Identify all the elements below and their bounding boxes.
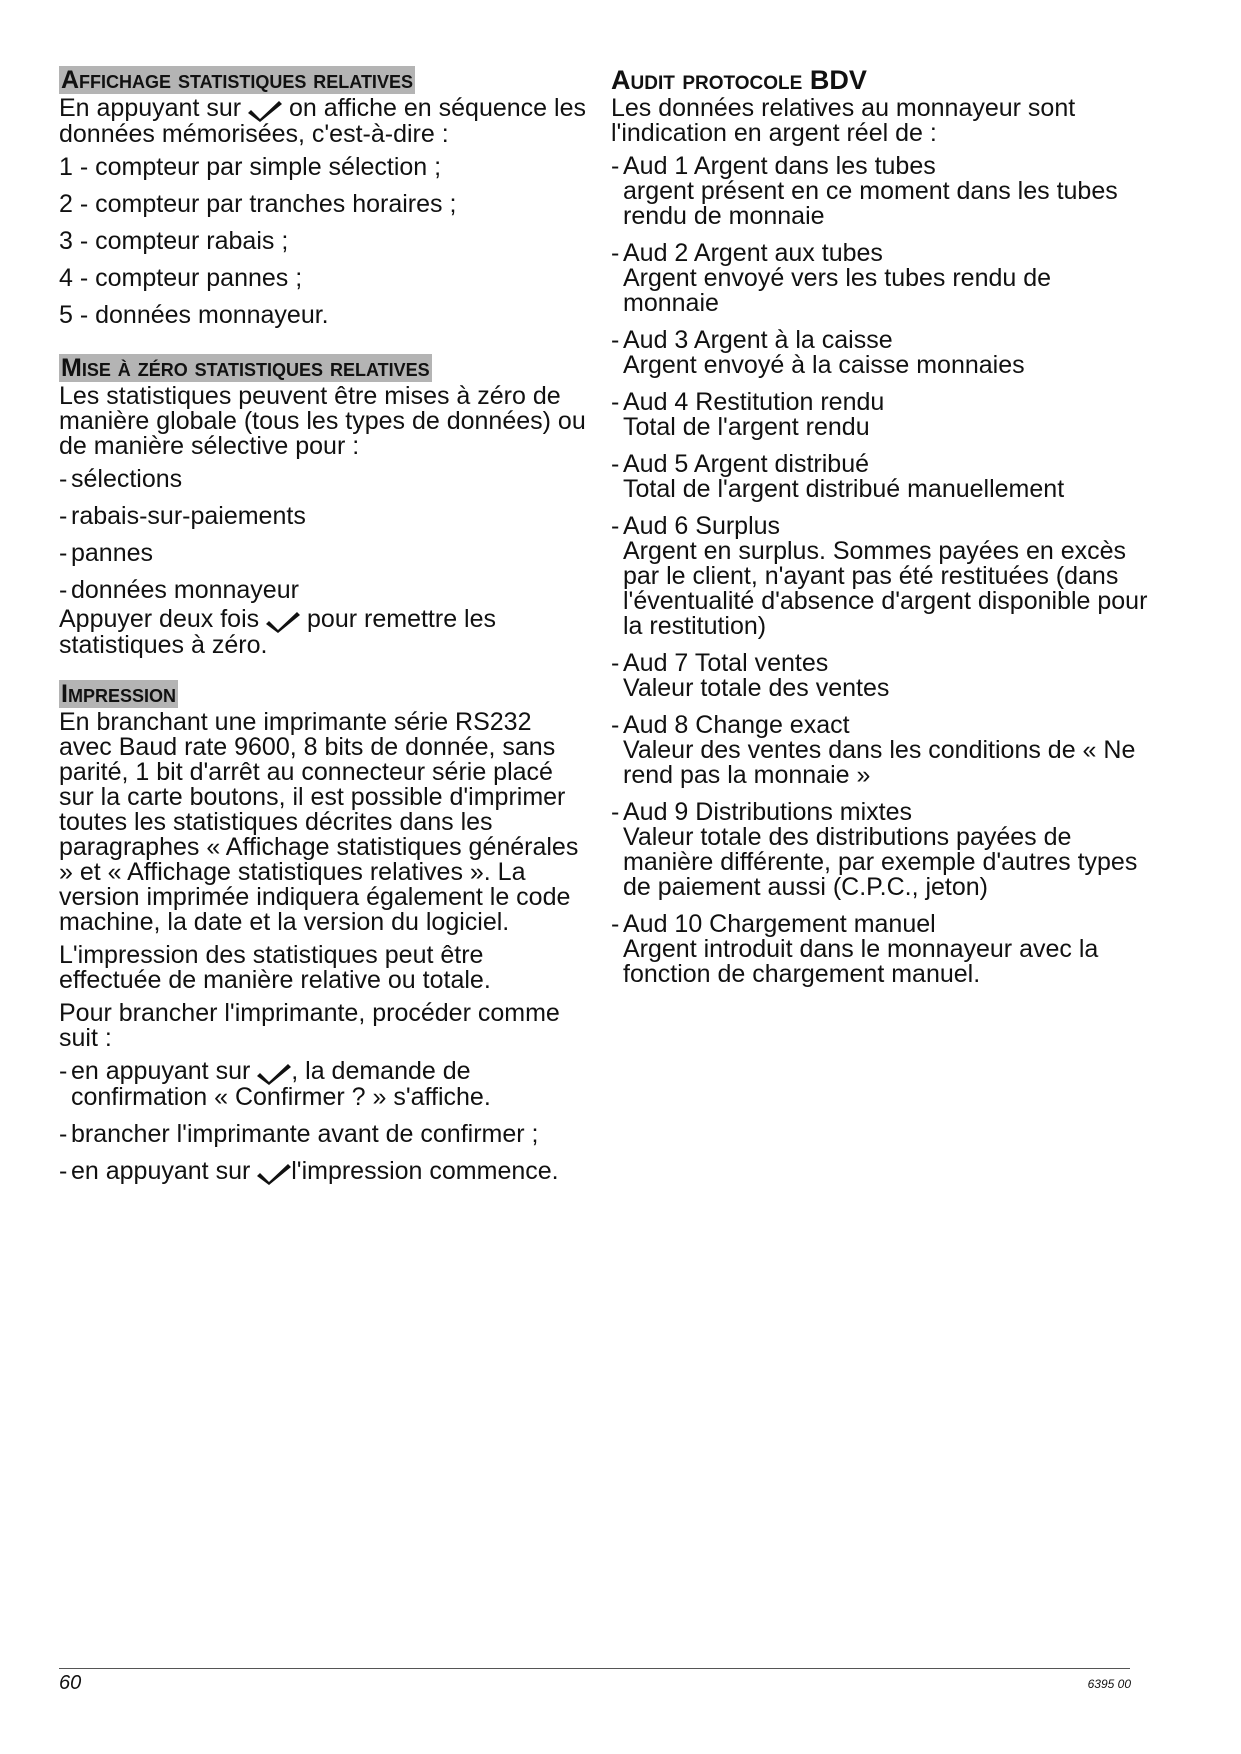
paragraph: L'impression des statistiques peut être effectuée de manière relative ou totale. xyxy=(59,941,491,994)
section-mise-a-zero xyxy=(59,354,589,658)
check-icon xyxy=(257,1061,291,1085)
list-item: - sélections xyxy=(59,467,589,492)
audit-item-title: - Aud 1 Argent dans les tubes xyxy=(623,152,936,180)
audit-item xyxy=(611,514,1151,639)
audit-item xyxy=(611,800,1151,900)
list-item: - en appuyant sur , la demande de confirmation « Confirmer ? » s'affiche. xyxy=(59,1059,589,1110)
intro-paragraph: En appuyant sur on affiche en séquence les données mémorisées, c'est-à-dire : xyxy=(59,94,586,148)
audit-item-title: - Aud 3 Argent à la caisse xyxy=(623,326,893,354)
check-icon xyxy=(266,609,300,633)
audit-item-title: - Aud 5 Argent distribué xyxy=(623,450,869,478)
section-impression xyxy=(59,680,589,1185)
audit-item-title: - Aud 7 Total ventes xyxy=(623,649,829,677)
check-icon xyxy=(257,1161,291,1185)
audit-item xyxy=(611,651,1151,701)
footer-divider xyxy=(59,1668,1130,1669)
left-column xyxy=(59,66,589,1197)
audit-item-title: - Aud 2 Argent aux tubes xyxy=(623,239,883,267)
audit-item-desc: Valeur totale des ventes xyxy=(623,674,890,702)
audit-item-title: - Aud 10 Chargement manuel xyxy=(623,910,936,938)
list-item: - pannes xyxy=(59,541,589,566)
audit-item-desc: Total de l'argent rendu xyxy=(623,413,870,441)
audit-item xyxy=(611,241,1151,316)
section-heading: Mise à zéro statistiques relatives xyxy=(61,354,430,382)
list-item: 1 - compteur par simple sélection ; xyxy=(59,153,442,181)
section-affichage xyxy=(59,66,589,328)
audit-item-desc: Argent en surplus. Sommes payées en excès par le client, n'ayant pas été restituées (dans l'éventualité d'absence d'argent disponible pour la restitution) xyxy=(623,537,1148,640)
audit-item-desc: Argent introduit dans le monnayeur avec la fonction de chargement manuel. xyxy=(623,935,1099,988)
audit-item xyxy=(611,328,1151,378)
audit-item xyxy=(611,390,1151,440)
intro-paragraph: Les statistiques peuvent être mises à zéro de manière globale (tous les types de données) ou de manière sélective pour : xyxy=(59,382,586,460)
list-item: 5 - données monnayeur. xyxy=(59,301,329,329)
section-audit xyxy=(611,66,1151,987)
section-heading: Affichage statistiques relatives xyxy=(61,66,413,94)
audit-item-desc: argent présent en ce moment dans les tubes rendu de monnaie xyxy=(623,177,1118,230)
section-heading: Impression xyxy=(61,680,176,708)
audit-item-title: - Aud 6 Surplus xyxy=(623,512,781,540)
audit-item-desc: Total de l'argent distribué manuellement xyxy=(623,475,1065,503)
section-heading: Audit protocole BDV xyxy=(611,65,867,95)
list-item: - données monnayeur xyxy=(59,578,589,603)
outro-paragraph: Appuyer deux fois pour remettre les statistiques à zéro. xyxy=(59,605,496,659)
audit-item-desc: Argent envoyé à la caisse monnaies xyxy=(623,351,1025,379)
intro-paragraph: Les données relatives au monnayeur sont l'indication en argent réel de : xyxy=(611,94,1076,147)
list-item: 4 - compteur pannes ; xyxy=(59,264,303,292)
check-icon xyxy=(248,98,282,122)
list-item: - brancher l'imprimante avant de confirmer ; xyxy=(59,1122,589,1147)
list-item: - rabais-sur-paiements xyxy=(59,504,589,529)
audit-item xyxy=(611,912,1151,987)
document-code: 6395 00 xyxy=(1087,1677,1131,1691)
list-item: 3 - compteur rabais ; xyxy=(59,227,289,255)
list-item: 2 - compteur par tranches horaires ; xyxy=(59,190,457,218)
audit-item-desc: Argent envoyé vers les tubes rendu de monnaie xyxy=(623,264,1052,317)
audit-item-title: - Aud 8 Change exact xyxy=(623,711,850,739)
page-number: 60 xyxy=(59,1672,82,1694)
paragraph: Pour brancher l'imprimante, procéder comme suit : xyxy=(59,999,560,1052)
audit-item-desc: Valeur totale des distributions payées de manière différente, par exemple d'autres types de paiement aussi (C.P.C., jeton) xyxy=(623,823,1138,901)
list-item: - en appuyant sur l'impression commence. xyxy=(59,1159,589,1185)
audit-item-title: - Aud 4 Restitution rendu xyxy=(623,388,885,416)
audit-item xyxy=(611,452,1151,502)
right-column xyxy=(611,66,1151,999)
audit-item xyxy=(611,713,1151,788)
audit-item-title: - Aud 9 Distributions mixtes xyxy=(623,798,913,826)
audit-item-desc: Valeur des ventes dans les conditions de « Ne rend pas la monnaie » xyxy=(623,736,1136,789)
paragraph: En branchant une imprimante série RS232 avec Baud rate 9600, 8 bits de donnée, sans parité, 1 bit d'arrêt au connecteur série placé sur la carte boutons, il est possible d'imprimer toutes les statistiques décrites dans les paragraphes « Affichage statistiques générales » et « Affichage statistiques relatives ». La version imprimée indiquera également le code machine, la date et la version du logiciel. xyxy=(59,708,579,936)
audit-item xyxy=(611,154,1151,229)
